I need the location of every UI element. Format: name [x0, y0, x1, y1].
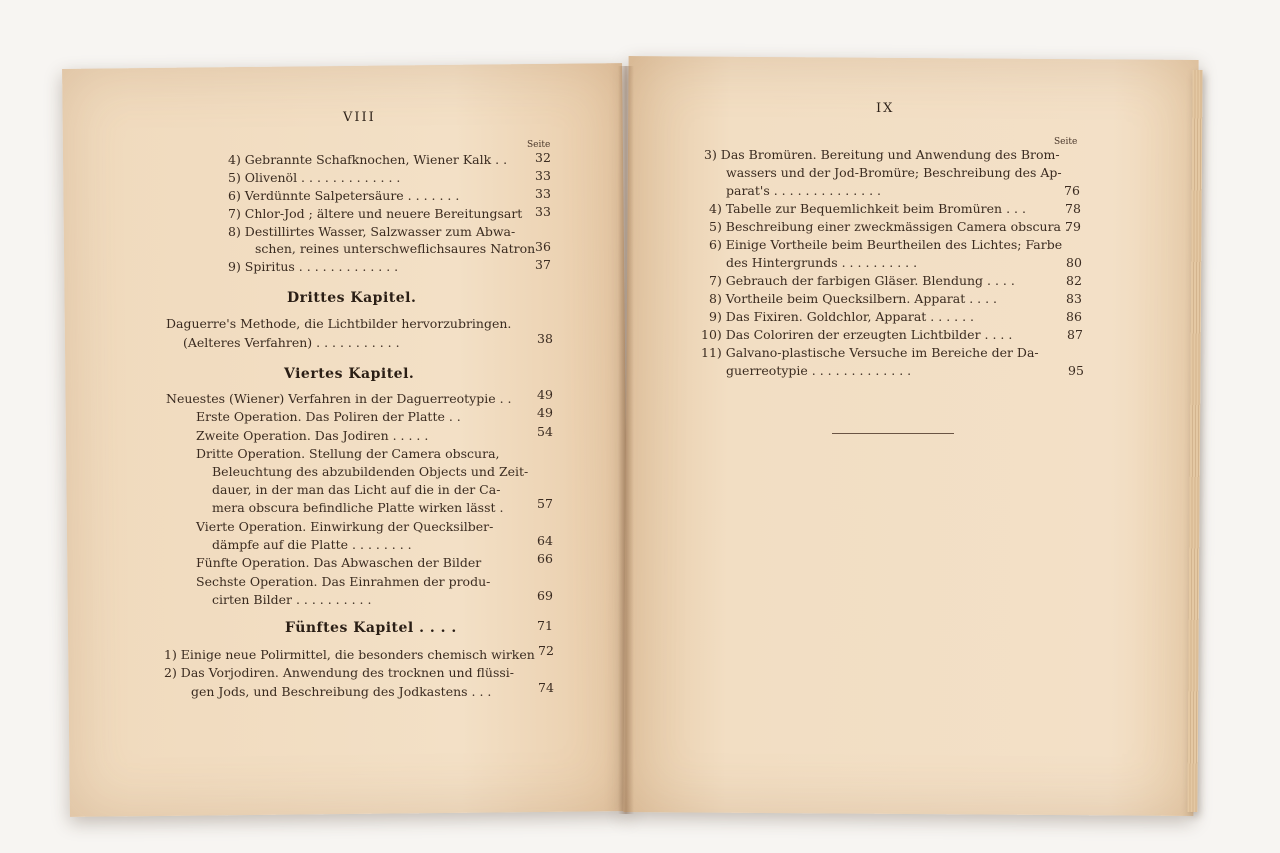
right-seite-label: Seite — [1054, 137, 1078, 147]
toc-entry: 6) Verdünnte Salpetersäure . . . . . . . — [228, 188, 460, 203]
left-page-number: VIII — [343, 110, 376, 125]
right-page-number: IX — [876, 101, 895, 116]
toc-entry: 4) Gebrannte Schafknochen, Wiener Kalk . . — [228, 152, 508, 167]
toc-entry: Erste Operation. Das Poliren der Platte . . — [196, 409, 461, 424]
toc-page: 38 — [537, 331, 553, 346]
toc-page: 69 — [537, 588, 553, 603]
toc-page: 66 — [537, 551, 553, 566]
toc-page: 71 — [537, 618, 553, 633]
toc-entry: gen Jods, und Beschreibung des Jodkastens . . . — [191, 684, 492, 699]
toc-entry: 7) Chlor-Jod ; ältere und neuere Bereitungsart — [228, 206, 523, 221]
toc-page: 72 — [538, 643, 554, 658]
toc-page: 87 — [1067, 327, 1083, 342]
toc-entry: cirten Bilder . . . . . . . . . . — [212, 592, 372, 607]
toc-page: 86 — [1066, 309, 1082, 324]
toc-page: 95 — [1068, 363, 1084, 378]
toc-entry: parat's . . . . . . . . . . . . . . — [726, 183, 882, 198]
toc-page: 49 — [537, 405, 553, 420]
toc-entry: schen, reines unterschweflichsaures Natron — [255, 241, 536, 256]
toc-entry: 6) Einige Vortheile beim Beurtheilen des Lichtes; Farbe — [709, 237, 1063, 252]
toc-entry: Fünfte Operation. Das Abwaschen der Bilder — [196, 555, 482, 570]
toc-page: 83 — [1066, 291, 1082, 306]
toc-entry: 1) Einige neue Polirmittel, die besonders chemisch wirken — [164, 647, 535, 662]
toc-entry: 5) Beschreibung einer zweckmässigen Camera obscura . — [709, 219, 1069, 234]
toc-page: 79 — [1065, 219, 1081, 234]
toc-page: 64 — [537, 533, 553, 548]
toc-page: 33 — [535, 168, 551, 183]
toc-entry: 4) Tabelle zur Bequemlichkeit beim Bromüren . . . — [709, 201, 1026, 216]
toc-page: 49 — [537, 387, 553, 402]
toc-page: 76 — [1064, 183, 1080, 198]
left-seite-label: Seite — [527, 140, 551, 150]
toc-entry: 8) Destillirtes Wasser, Salzwasser zum Abwa- — [228, 224, 516, 239]
toc-entry: 9) Spiritus . . . . . . . . . . . . . — [228, 259, 399, 274]
chapter-3-heading: Drittes Kapitel. — [287, 290, 417, 306]
toc-page: 74 — [538, 680, 554, 695]
chapter-5-heading: Fünftes Kapitel . . . . — [285, 620, 457, 636]
toc-entry: wassers und der Jod-Bromüre; Beschreibung des Ap- — [726, 165, 1062, 180]
toc-entry: 10) Das Coloriren der erzeugten Lichtbilder . . . . — [701, 327, 1013, 342]
toc-page: 54 — [537, 424, 553, 439]
toc-entry: 7) Gebrauch der farbigen Gläser. Blendung . . . . — [709, 273, 1015, 288]
toc-entry: Sechste Operation. Das Einrahmen der produ- — [196, 574, 491, 589]
toc-entry: 9) Das Fixiren. Goldchlor, Apparat . . . . . . — [709, 309, 975, 324]
toc-entry: 2) Das Vorjodiren. Anwendung des trocknen und flüssi- — [164, 665, 514, 680]
toc-page: 36 — [535, 239, 551, 254]
toc-entry: Daguerre's Methode, die Lichtbilder hervorzubringen. — [166, 316, 512, 331]
toc-entry: 5) Olivenöl . . . . . . . . . . . . . — [228, 170, 401, 185]
toc-entry: Zweite Operation. Das Jodiren . . . . . — [196, 428, 429, 443]
toc-entry: guerreotypie . . . . . . . . . . . . . — [726, 363, 912, 378]
toc-page: 37 — [535, 257, 551, 272]
book-gutter — [618, 66, 634, 814]
toc-entry: 11) Galvano-plastische Versuche im Bereiche der Da- — [701, 345, 1039, 360]
toc-page: 32 — [535, 150, 551, 165]
toc-entry: 8) Vortheile beim Quecksilbern. Apparat . . . . — [709, 291, 998, 306]
toc-page: 78 — [1065, 201, 1081, 216]
toc-entry: dauer, in der man das Licht auf die in der Ca- — [212, 482, 501, 497]
chapter-4-heading: Viertes Kapitel. — [284, 366, 415, 382]
toc-page: 82 — [1066, 273, 1082, 288]
toc-entry: Neuestes (Wiener) Verfahren in der Daguerreotypie . . — [166, 391, 512, 406]
toc-entry: Beleuchtung des abzubildenden Objects und Zeit- — [212, 464, 529, 479]
toc-entry: dämpfe auf die Platte . . . . . . . . — [212, 537, 412, 552]
toc-page: 80 — [1066, 255, 1082, 270]
toc-entry: Dritte Operation. Stellung der Camera obscura, — [196, 446, 500, 461]
toc-entry: mera obscura befindliche Platte wirken lässt . — [212, 500, 504, 515]
toc-page: 33 — [535, 204, 551, 219]
toc-entry: 3) Das Bromüren. Bereitung und Anwendung des Brom- — [704, 147, 1060, 162]
toc-page: 33 — [535, 186, 551, 201]
section-rule — [832, 433, 954, 434]
toc-entry: Vierte Operation. Einwirkung der Quecksilber- — [196, 519, 494, 534]
toc-entry: (Aelteres Verfahren) . . . . . . . . . . . — [183, 335, 400, 350]
toc-page: 57 — [537, 496, 553, 511]
toc-entry: des Hintergrunds . . . . . . . . . . — [726, 255, 918, 270]
